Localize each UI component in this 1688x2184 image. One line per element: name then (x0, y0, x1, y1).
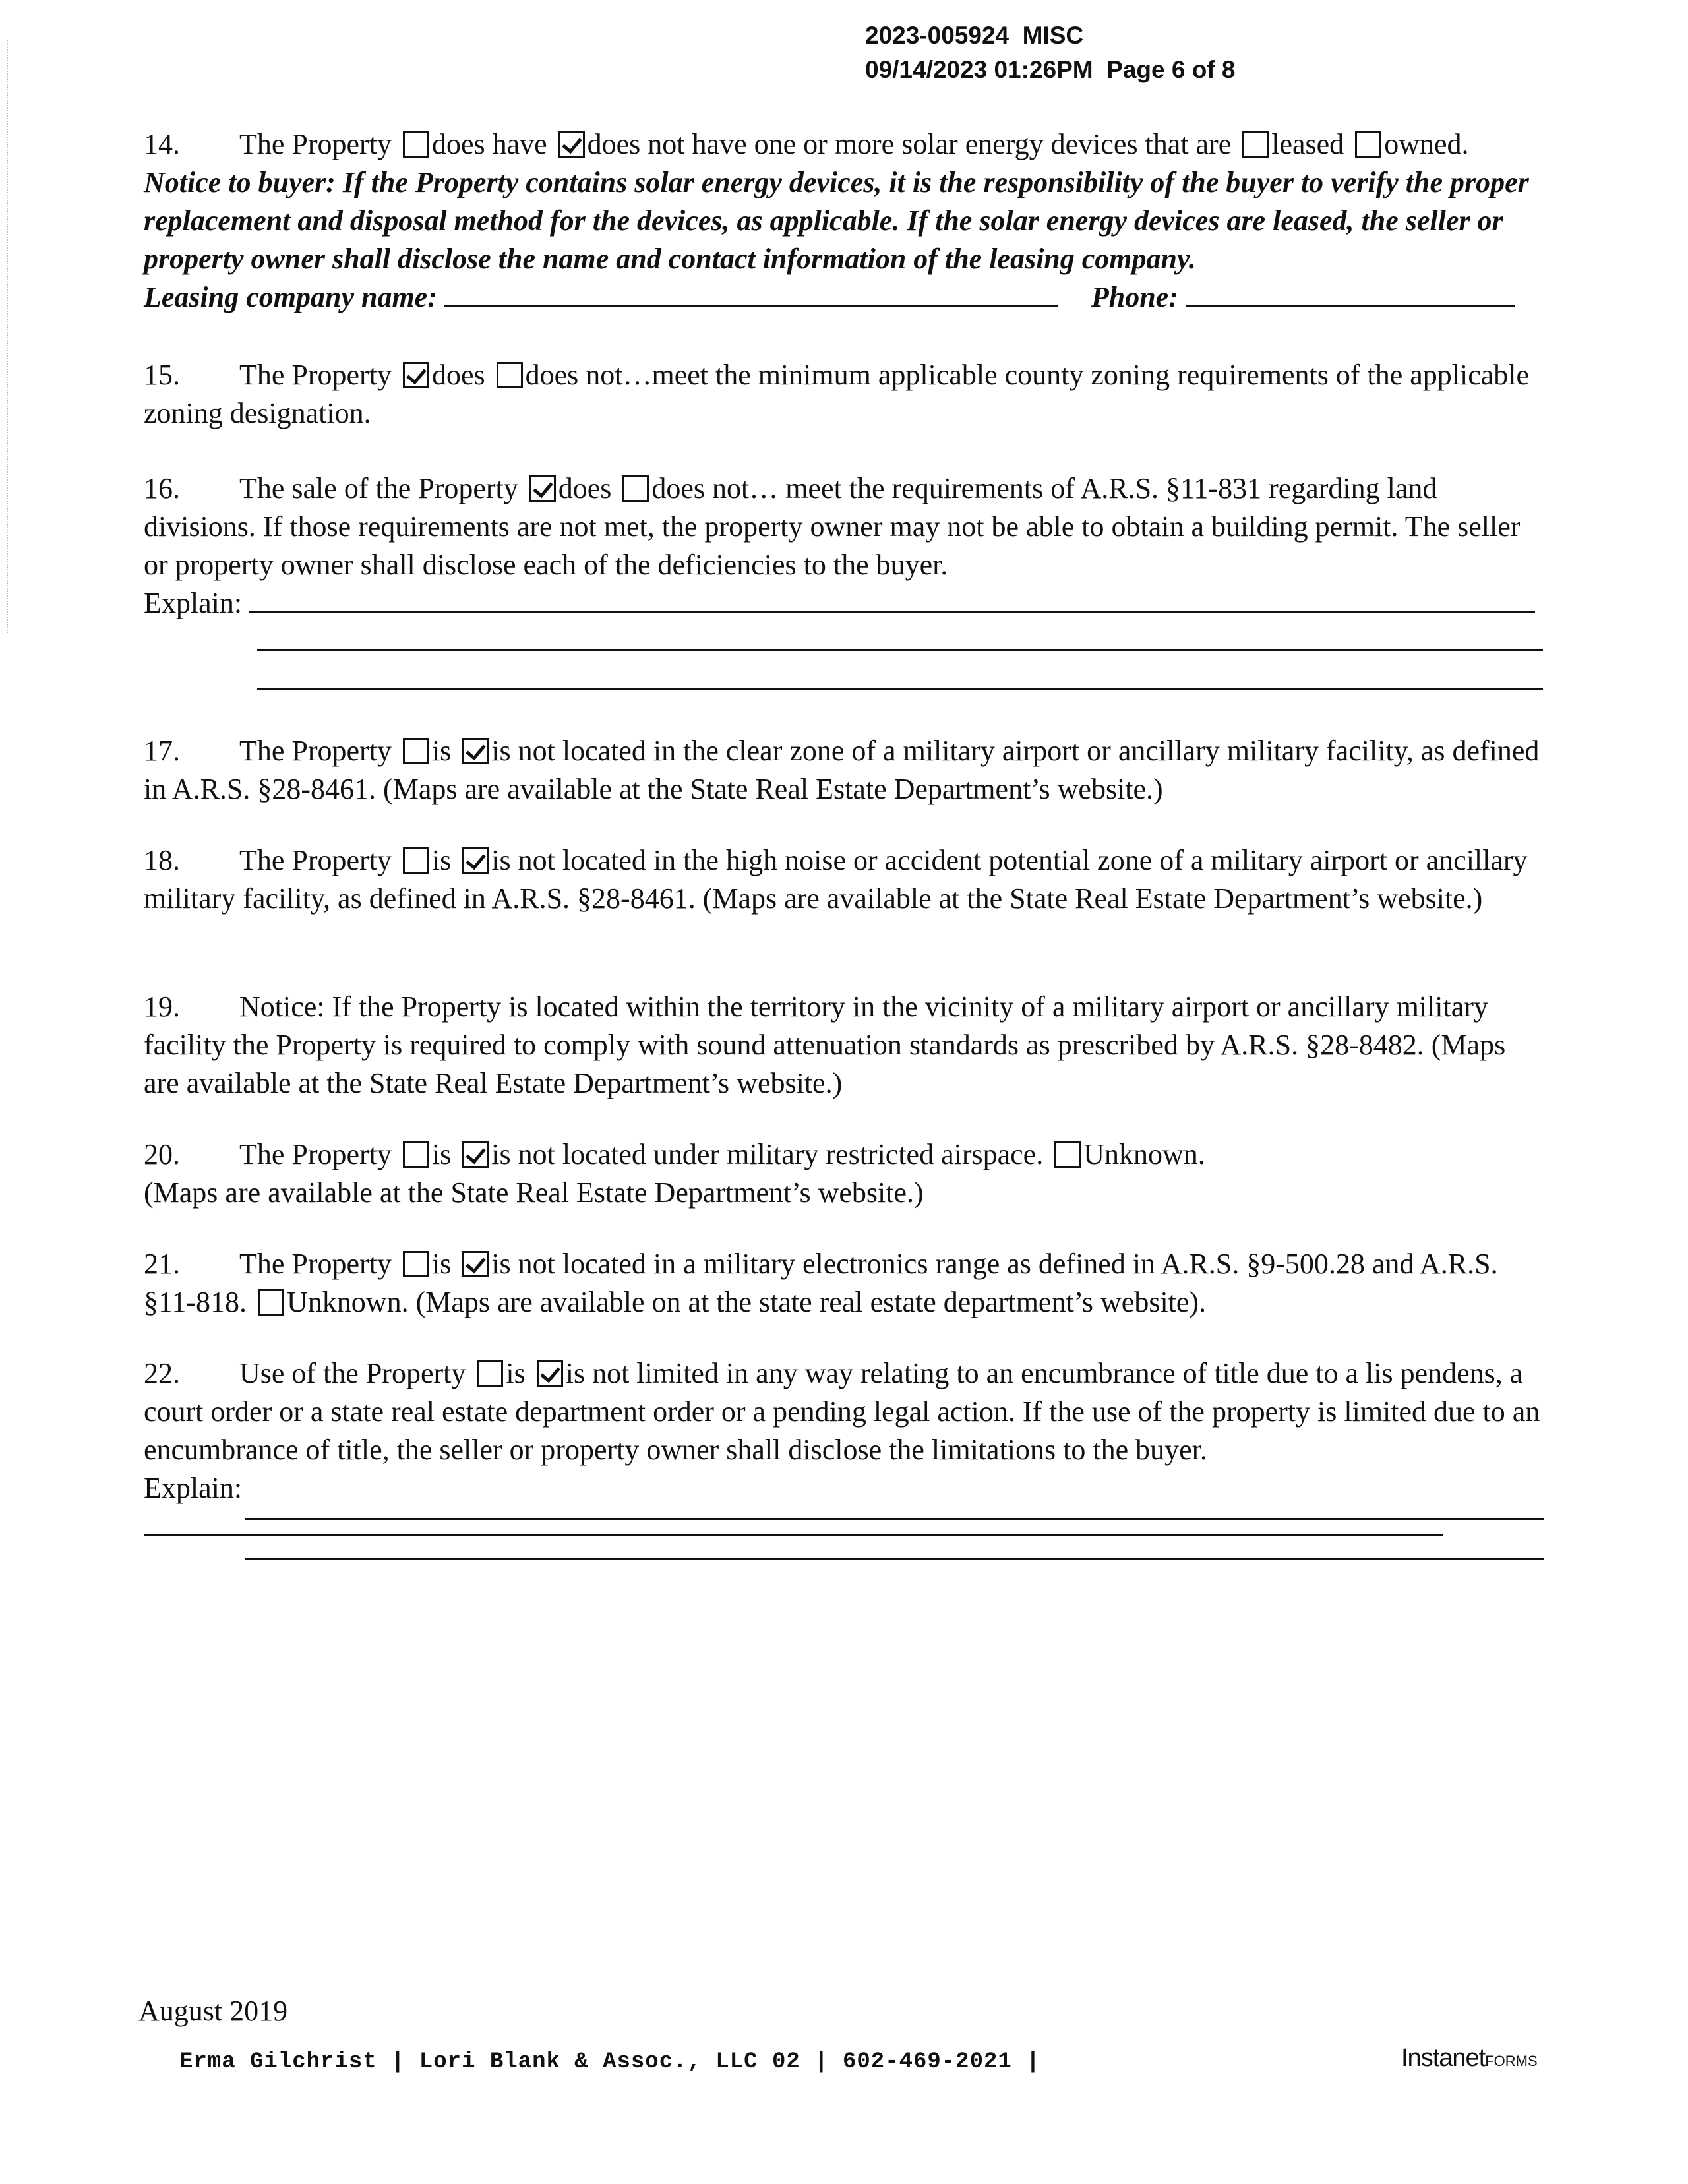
checkbox-is[interactable] (477, 1360, 503, 1387)
checkbox-unknown[interactable] (1054, 1141, 1081, 1168)
option-label: is not limited in any way relating to an encumbrance of title due to a lis pendens, a court order or a state real estate department order or a pending legal action. If the use of the property is limited due to an encumbrance of title, the seller or property owner shall disclose the limitations to the buyer. (144, 1357, 1540, 1466)
checkbox-is-not[interactable] (462, 1251, 489, 1277)
item-text: The Property (239, 1138, 392, 1170)
instanet-logo (1401, 2044, 1538, 2073)
form-date: August 2019 (138, 1995, 288, 2027)
explain-field[interactable] (249, 611, 1535, 613)
item-text: The Property (239, 735, 392, 767)
explain-field[interactable] (144, 1534, 1443, 1536)
item-number: 21. (144, 1248, 180, 1280)
item-text: Use of the Property (239, 1357, 466, 1389)
item-number: 19. (144, 990, 180, 1023)
phone-field[interactable] (1186, 305, 1515, 307)
option-label: is not located in a military electronics range as defined in A.R.S. §9-500.28 and A.R.S. §11-818. (144, 1248, 1498, 1318)
item-19 (144, 988, 1545, 1103)
item-number: 16. (144, 472, 180, 504)
checkbox-is[interactable] (403, 738, 429, 764)
item-number: 22. (144, 1357, 180, 1389)
option-label: does have (431, 128, 547, 160)
explain-row (144, 584, 1545, 622)
checkbox-does-have[interactable] (403, 131, 429, 158)
item-17 (144, 732, 1545, 808)
explain-line[interactable] (245, 1558, 1544, 1560)
checkbox-does-not[interactable] (622, 475, 649, 502)
explain-label: Explain: (144, 1472, 243, 1504)
brand-main: Instanet (1401, 2044, 1486, 2072)
item-text: The sale of the Property (239, 472, 518, 504)
checkbox-owned[interactable] (1355, 131, 1381, 158)
item-text: The Property (239, 844, 392, 876)
item-number: 17. (144, 735, 180, 767)
item-text: The Property (239, 128, 392, 160)
checkbox-unknown[interactable] (258, 1289, 284, 1316)
explain-line[interactable] (257, 688, 1543, 690)
recording-date: 09/14/2023 01:26PM Page 6 of 8 (865, 56, 1236, 83)
item-20 (144, 1136, 1545, 1212)
option-label: is (431, 844, 452, 876)
item-14 (144, 125, 1545, 317)
item-21 (144, 1245, 1545, 1321)
recording-number: 2023-005924 MISC (865, 22, 1084, 49)
item-15 (144, 356, 1545, 433)
checkbox-does[interactable] (529, 475, 556, 502)
checkbox-is[interactable] (403, 1251, 429, 1277)
item-16 (144, 470, 1545, 622)
option-label: leased (1271, 128, 1344, 160)
maps-note: (Maps are available at the State Real Estate Department’s website.) (144, 1176, 924, 1209)
option-label: Unknown. (287, 1286, 409, 1318)
checkbox-does-not[interactable] (497, 362, 523, 388)
option-label: is (431, 735, 452, 767)
item-22 (144, 1354, 1545, 1546)
item-number: 18. (144, 844, 180, 876)
option-label: is (431, 1138, 452, 1170)
option-label: is not located in the high noise or accident potential zone of a military airport or ancillary military facility, as defined in A.R.S. §28-8461. (Maps are available at the State Real Estate Department’s website.) (144, 844, 1528, 915)
option-label: does not… meet the requirements of A.R.S. §11-831 regarding land divisions. If those requirements are not met, the property owner may not be able to obtain a building permit. The seller or property owner shall disclose each of the deficiencies to the buyer. (144, 472, 1521, 581)
leasing-company-field[interactable] (444, 305, 1058, 307)
checkbox-is-not[interactable] (462, 1141, 489, 1168)
maps-note: (Maps are available on at the state real estate department’s website). (415, 1286, 1207, 1318)
checkbox-leased[interactable] (1242, 131, 1269, 158)
option-label: is (506, 1357, 526, 1389)
checkbox-does[interactable] (403, 362, 429, 388)
phone-label: Phone: (1091, 281, 1178, 313)
item-text: The Property (239, 1248, 392, 1280)
checkbox-is-not[interactable] (462, 738, 489, 764)
item-number: 14. (144, 128, 180, 160)
option-label: does (558, 472, 612, 504)
checkbox-is-not[interactable] (537, 1360, 563, 1387)
checkbox-is[interactable] (403, 1141, 429, 1168)
checkbox-is[interactable] (403, 847, 429, 874)
brand-small: FORMS (1485, 2053, 1538, 2069)
item-number: 20. (144, 1138, 180, 1170)
option-label: is not located in the clear zone of a military airport or ancillary military facility, as defined in A.R.S. §28-8461. (Maps are available at the State Real Estate Department’s website.) (144, 735, 1540, 805)
item-text: Notice: If the Property is located within the territory in the vicinity of a military airport or ancillary military facility the Property is required to comply with sound attenuation standards as prescribed by A.R.S. §28-8482. (Maps are available at the State Real Estate Department’s website.) (144, 990, 1506, 1099)
option-label: does (431, 359, 485, 391)
option-label: does not…meet the minimum applicable county zoning requirements of the applicable zoning designation. (144, 359, 1530, 429)
explain-line[interactable] (245, 1518, 1544, 1520)
option-label: Unknown. (1083, 1138, 1205, 1170)
item-text: The Property (239, 359, 392, 391)
agent-footer: Erma Gilchrist | Lori Blank & Assoc., LLC 02 | 602-469-2021 | (179, 2049, 1040, 2075)
option-label: is (431, 1248, 452, 1280)
option-label: is not located under military restricted airspace. (491, 1138, 1044, 1170)
scan-edge-artifact (7, 40, 8, 633)
leasing-row (144, 278, 1545, 317)
recording-stamp (865, 18, 1236, 87)
item-number: 15. (144, 359, 180, 391)
option-label: does not have one or more solar energy devices that are (587, 128, 1232, 160)
leasing-company-label: Leasing company name: (144, 281, 437, 313)
checkbox-does-not-have[interactable] (558, 131, 585, 158)
explain-row (144, 1469, 1545, 1546)
explain-line[interactable] (257, 649, 1543, 651)
option-label: owned. (1384, 128, 1469, 160)
checkbox-is-not[interactable] (462, 847, 489, 874)
explain-label: Explain: (144, 587, 243, 619)
solar-notice: Notice to buyer: If the Property contains solar energy devices, it is the responsibility of the buyer to verify the proper replacement and disposal method for the devices, as applicable. If the solar energy devices are leased, the seller or property owner shall disclose the name and contact information of the leasing company. (144, 166, 1529, 275)
item-18 (144, 841, 1545, 918)
